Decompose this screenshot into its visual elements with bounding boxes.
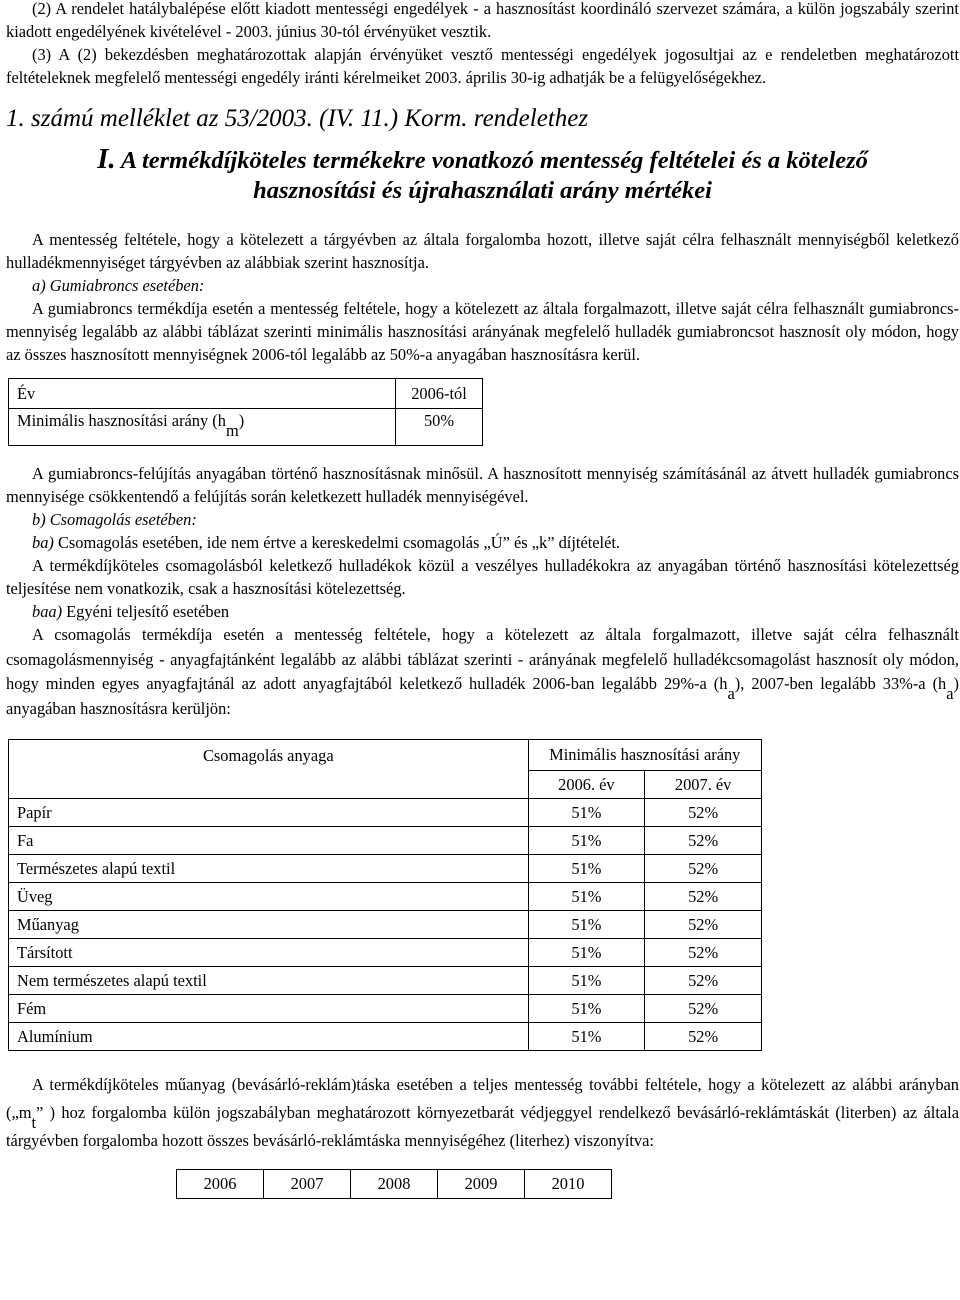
material-cell: Alumínium xyxy=(9,1023,529,1051)
header-year: 2007. év xyxy=(645,771,762,799)
section-a-after: A gumiabroncs-felújítás anyagában történő hasznosításnak minősül. A hasznosított mennyiség számításánál az átvett hulladék gumiabroncs mennyisége csökkentendő a felújítás során keletkezett hulladék mennyiségével. xyxy=(6,464,959,506)
value-cell: 52% xyxy=(645,883,762,911)
value-cell: 51% xyxy=(528,995,645,1023)
value-cell: 52% xyxy=(645,1023,762,1051)
table-row xyxy=(9,799,762,827)
table-cell: 50% xyxy=(396,409,483,446)
table-row xyxy=(9,995,762,1023)
baa-text: Egyéni teljesítő esetében xyxy=(62,602,230,621)
value-cell: 51% xyxy=(528,939,645,967)
baa-text-3: ) anyagában hasznosításra kerüljön: xyxy=(6,674,959,718)
cell-text: Minimális hasznosítási arány (h xyxy=(17,411,226,430)
bag-paragraph xyxy=(6,1071,959,1155)
tire-ratio-table xyxy=(8,378,483,446)
bag-text-1: A termékdíjköteles műanyag (bevásárló-reklám)táska esetében a teljes mentesség további feltétele, hogy a kötelezett az alábbi arányban („m xyxy=(6,1075,959,1122)
value-cell: 52% xyxy=(645,855,762,883)
section-b-heading: b) Csomagolás esetében: xyxy=(32,510,197,529)
subscript: m xyxy=(225,421,239,440)
section-title xyxy=(6,144,959,206)
header-ratio: Minimális hasznosítási arány xyxy=(528,740,761,771)
baa-label: baa) xyxy=(32,602,63,621)
section-baa-paragraph xyxy=(6,623,959,721)
table-row xyxy=(9,855,762,883)
material-cell: Fa xyxy=(9,827,529,855)
table-row xyxy=(9,827,762,855)
year-cell: 2008 xyxy=(351,1170,438,1199)
table-cell: Év xyxy=(9,379,396,409)
table-row xyxy=(9,883,762,911)
year-cell: 2007 xyxy=(264,1170,351,1199)
value-cell: 51% xyxy=(528,855,645,883)
value-cell: 51% xyxy=(528,883,645,911)
material-cell: Papír xyxy=(9,799,529,827)
year-cell: 2009 xyxy=(438,1170,525,1199)
material-cell: Társított xyxy=(9,939,529,967)
table-row xyxy=(9,379,483,409)
section-title-prefix: I. xyxy=(97,143,116,175)
annex-title: 1. számú melléklet az 53/2003. (IV. 11.) Korm. rendelethez xyxy=(6,105,589,132)
header-material: Csomagolás anyaga xyxy=(9,740,529,799)
material-cell: Nem természetes alapú textil xyxy=(9,967,529,995)
header-year: 2006. év xyxy=(528,771,645,799)
ba-text: Csomagolás esetében, ide nem értve a kereskedelmi csomagolás „Ú” és „k” díjtételét. xyxy=(53,533,621,552)
value-cell: 51% xyxy=(528,967,645,995)
table-row xyxy=(9,1023,762,1051)
material-cell: Természetes alapú textil xyxy=(9,855,529,883)
table-row xyxy=(9,409,483,446)
material-cell: Fém xyxy=(9,995,529,1023)
value-cell: 52% xyxy=(645,995,762,1023)
year-cell: 2010 xyxy=(525,1170,612,1199)
table-cell xyxy=(9,409,396,446)
packaging-ratio-table xyxy=(8,739,762,1051)
value-cell: 52% xyxy=(645,939,762,967)
table-cell: 2006-tól xyxy=(396,379,483,409)
section-ba-paragraph: A termékdíjköteles csomagolásból keletkező hulladékok közül a veszélyes hulladékokra az anyagában történő hasznosítási kötelezettség teljesítése nem vonatkozik, csak a hasznosítási kötelezettség. xyxy=(6,556,959,598)
ba-label: ba) xyxy=(32,533,54,552)
value-cell: 51% xyxy=(528,799,645,827)
paragraph-2: (2) A rendelet hatálybalépése előtt kiadott mentességi engedélyek - a hasznosítást koordináló szervezet számára, a külön jogszabály szerint kiadott engedélyének kivételével - 2003. június 30-tól érvényüket vesztik. xyxy=(6,0,959,41)
value-cell: 52% xyxy=(645,911,762,939)
intro-paragraph: A mentesség feltétele, hogy a kötelezett a tárgyévben az általa forgalomba hozott, illetve saját célra felhasznált mennyiségből keletkező hulladékmennyiséget tárgyévben az alábbiak szerint hasznosítja. xyxy=(6,230,959,272)
value-cell: 52% xyxy=(645,967,762,995)
section-ba xyxy=(6,531,959,554)
paragraph-3: (3) A (2) bekezdésben meghatározottak alapján érvényüket vesztő mentességi engedélyek jogosultjai az e rendeletben meghatározott feltételeknek megfelelő mentességi engedély iránti kérelmeiket 2003. április 30-ig adhatják be a felügyelőségekhez. xyxy=(6,45,959,87)
section-baa xyxy=(6,600,959,623)
subscript: a xyxy=(946,684,954,703)
baa-text-1: A csomagolás termékdíja esetén a mentesség feltétele, hogy a kötelezett az általa forgalmazott, illetve saját célra felhasznált csomagolásmennyiség - anyagfajtánként legalább az alábbi táblázat szerinti - arányának megfelelő hulladékcsomagolást hasznosít oly módon, hogy minden egyes anyagfajtánál az adott anyagfajtából keletkező hulladék 2006-ban legalább 29%-a (h xyxy=(6,625,959,693)
subscript: a xyxy=(727,684,735,703)
year-cell: 2006 xyxy=(177,1170,264,1199)
material-cell: Üveg xyxy=(9,883,529,911)
material-cell: Műanyag xyxy=(9,911,529,939)
section-title-line1: A termékdíjköteles termékekre vonatkozó mentesség feltételei és a kötelező xyxy=(120,147,868,174)
value-cell: 51% xyxy=(528,1023,645,1051)
section-a-heading: a) Gumiabroncs esetében: xyxy=(32,276,205,295)
section-title-line2: hasznosítási és újrahasználati arány mértékei xyxy=(253,177,712,204)
document-page xyxy=(6,0,959,1199)
cell-text: ) xyxy=(238,411,245,430)
baa-text-2: ), 2007-ben legalább 33%-a (h xyxy=(734,674,947,693)
years-table xyxy=(176,1169,612,1199)
table-row xyxy=(9,911,762,939)
table-row xyxy=(9,967,762,995)
value-cell: 52% xyxy=(645,827,762,855)
table-header-row xyxy=(9,740,762,771)
value-cell: 51% xyxy=(528,827,645,855)
table-row xyxy=(177,1170,612,1199)
value-cell: 52% xyxy=(645,799,762,827)
value-cell: 51% xyxy=(528,911,645,939)
subscript: t xyxy=(31,1113,37,1132)
section-a-text: A gumiabroncs termékdíja esetén a mentesség feltétele, hogy a kötelezett az általa forgalmazott, illetve saját célra felhasznált gumiabroncs-mennyiség legalább az alábbi táblázat szerinti minimális hasznosítási arányának megfelelő hulladék gumiabroncsot hasznosít oly módon, hogy az összes hasznosított mennyiségnek 2006-tól legalább az 50%-a anyagában hasznosításra kerül. xyxy=(6,299,959,364)
bag-text-2: ” ) hoz forgalomba külön jogszabályban meghatározott környezetbarát védjeggyel rendelkező bevásárló-reklámtáskát (literben) az általa tárgyévben forgalomba hozott összes bevásárló-reklámtáska mennyiségéhez (literhez) viszonyítva: xyxy=(6,1103,959,1150)
table-row xyxy=(9,939,762,967)
